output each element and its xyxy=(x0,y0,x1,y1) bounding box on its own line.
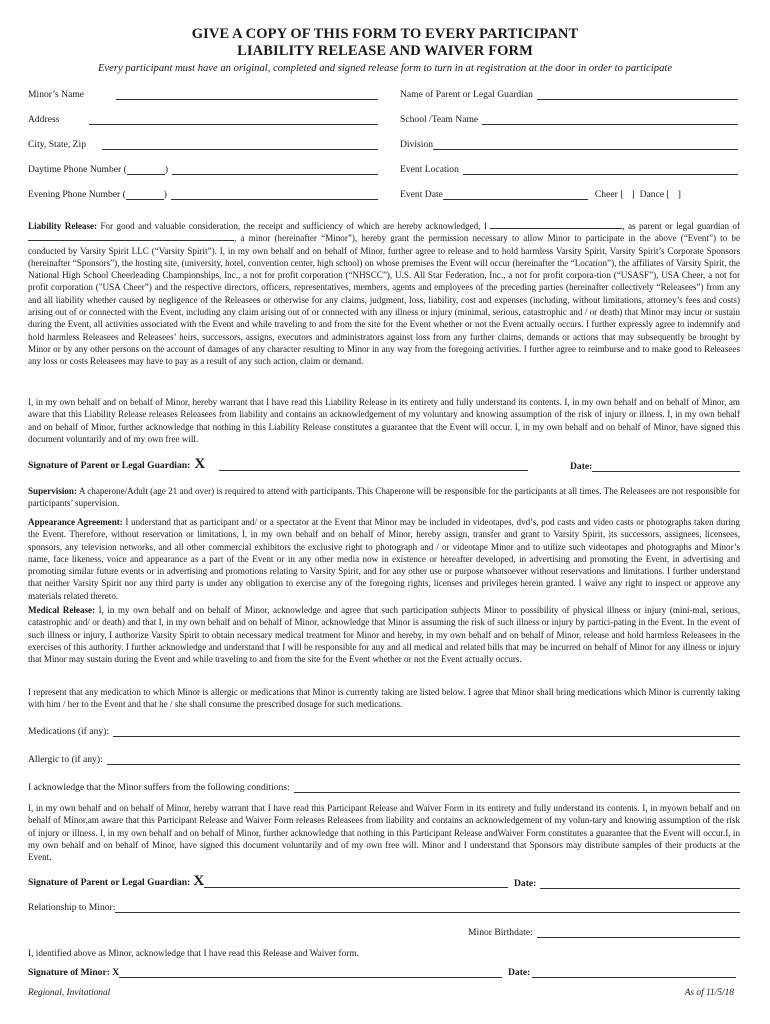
medications-field[interactable] xyxy=(28,726,740,737)
evening-phone-paren: ) xyxy=(163,189,167,200)
relationship-field[interactable] xyxy=(28,902,740,913)
evening-phone-label: Evening Phone Number ( xyxy=(28,189,126,200)
parent-signature-1[interactable] xyxy=(28,457,528,471)
minor-birthdate-field[interactable] xyxy=(468,927,740,938)
event-date-label: Event Date xyxy=(400,189,443,200)
appearance-paragraph: Appearance Agreement: I understand that as participant and/ or a spectator at the Event that Minor may be included in videotapes, dvd’s, pod casts and video casts or photographs taken during the Event. Therefore, without reservation or limitations, I, in my own behalf and on behalf of Minor, hereby assign, transfer and grant to Varsity Spirit, its successors, assignees, licensees, sponsors, any television networks, and all other commercial exhibitors the exclusive right to photograph and / or videotape Minor and to utilize such videotapes and photographs and Minor’s name, face likeness, voice and appearance as a part of the Event or in any other media now in existence or hereafter developed, in advertising and promoting the Event, in advertising and promoting similar future events or in advertising and promotions relating to Varsity Spirit, and for any other use or purpose whatsoever without reservations and limitations. I further understand that neither Varsity Spirit nor any third party is under any obligation to exercise any of the foregoing rights, licenses and privileges herein granted. I waive any right to inspect or approve any materials related thereto. xyxy=(28,517,740,601)
conditions-label: I acknowledge that the Minor suffers from the following conditions: xyxy=(28,782,290,793)
date-label-2: Date: xyxy=(514,878,537,889)
footer-revision-date: As of 11/5/18 xyxy=(684,988,734,998)
supervision-heading: Supervision: xyxy=(28,486,78,496)
parent-name-field[interactable] xyxy=(400,89,738,100)
cheer-checkbox[interactable]: Cheer [ ] xyxy=(594,189,635,200)
minor-acknowledgement: I, identified above as Minor, acknowledge that I have read this Release and Waiver form. xyxy=(28,949,359,959)
school-team-label: School /Team Name xyxy=(400,114,479,125)
liability-release-heading: Liability Release: xyxy=(28,221,98,231)
parent-signature-1-label: Signature of Parent or Legal Guardian: xyxy=(28,460,191,471)
city-state-zip-field[interactable] xyxy=(28,139,378,150)
medical-release-paragraph: Medical Release: I, in my own behalf and on behalf of Minor, acknowledge and agree that such participation subjects Minor to possibility of physical illness or injury (mini-mal, serious, catastrophic and/ or death) and that I, in my own behalf and on behalf of Minor, acknowledge that Minor is assuming the risk of such illness or injury by partici-pating in the Event. In the event of such illness or injury, I authorize Varsity Spirit to obtain necessary medical treatment for Minor and hereby, in my own behalf and on behalf of Minor, release and hold harmless Releasees in the exercises of this authority. I further acknowledge and understand that I will be responsible for any and all medical and related bills that may be incurred on behalf of Minor for any illness or injury that Minor may sustain during the Event and while traveling to and from the site for the Event whether or not the Event actually occurs. xyxy=(28,605,740,665)
parent-signature-2-label: Signature of Parent or Legal Guardian: xyxy=(28,877,191,888)
medication-note-paragraph: I represent that any medication to which Minor is allergic or medications that Minor is currently taking are listed below. I agree that Minor shall bring medications which Minor is currently taking with him / her to the Event and that he / she shall consume the prescribed dosage for such medications. xyxy=(28,687,740,710)
daytime-phone-paren: ) xyxy=(164,164,169,175)
event-date-field[interactable] xyxy=(400,189,700,200)
minor-date[interactable] xyxy=(508,967,736,978)
address-label: Address xyxy=(28,114,60,125)
division-label: Division xyxy=(400,139,434,150)
minor-signature[interactable] xyxy=(28,967,502,978)
signature-x-mark-2: X xyxy=(193,873,205,889)
dance-checkbox[interactable]: Dance [ ] xyxy=(639,189,681,200)
allergies-field[interactable] xyxy=(28,754,740,765)
medications-label: Medications (if any): xyxy=(28,726,109,737)
medical-release-heading: Medical Release: xyxy=(28,605,96,615)
daytime-phone-field[interactable] xyxy=(28,164,378,175)
parent-name-blank[interactable] xyxy=(490,220,622,229)
minor-signature-label: Signature of Minor: X xyxy=(28,967,120,978)
minors-name-label: Minor’s Name xyxy=(28,89,85,100)
conditions-field[interactable] xyxy=(28,782,740,793)
supervision-paragraph: Supervision: A chaperone/Adult (age 21 and over) is required to attend with participants. This Chaperone will be responsible for the participants at all times. The Releasees are not responsible for participants’ supervision. xyxy=(28,486,740,509)
relationship-label: Relationship to Minor: xyxy=(28,902,116,913)
footer-event-type: Regional, Invitational xyxy=(28,988,111,998)
school-team-field[interactable] xyxy=(400,114,738,125)
date-label-1: Date: xyxy=(570,461,593,472)
form-title-line1: GIVE A COPY OF THIS FORM TO EVERY PARTICIPANT xyxy=(191,26,579,42)
address-field[interactable] xyxy=(28,114,378,125)
allergies-label: Allergic to (if any): xyxy=(28,754,103,765)
daytime-phone-label: Daytime Phone Number ( xyxy=(28,164,127,175)
date-label-3: Date: xyxy=(508,967,531,978)
parent-signature-2[interactable] xyxy=(28,874,508,888)
minors-name-field[interactable] xyxy=(28,89,378,100)
signature-x-mark: X xyxy=(194,456,206,472)
appearance-heading: Appearance Agreement: xyxy=(28,517,123,527)
parent-date-1[interactable] xyxy=(570,461,740,472)
form-title-line2: LIABILITY RELEASE AND WAIVER FORM xyxy=(237,43,533,59)
event-location-field[interactable] xyxy=(400,164,738,175)
parent-date-2[interactable] xyxy=(514,878,740,889)
parent-name-label: Name of Parent or Legal Guardian xyxy=(400,89,533,100)
minor-birthdate-label: Minor Birthdate: xyxy=(468,927,533,938)
liability-release-paragraph: Liability Release: For good and valuable consideration, the receipt and sufficiency of which are hereby acknowledged, I , as parent or legal guardian of , a minor (hereinafter “Minor”), hereby grant the permission necessary to allow Minor to participate in the above (“Event”) to be conducted by Varsity Spirit LLC (“Varsity Spirit”). I, in my own behalf and on behalf of Minor, further agree to release and to hold harmless Varsity Spirit, Varsity Spirit’s Corporate Sponsors (hereinafter “Sponsors”), the hosting site, (university, hotel, convention center, high school) on whose premises the Event will occur (hereinafter the “Location”), the affiliates of Varsity Spirit, the National High School Cheerleading Championships, Inc., a not for profit corporation (“NHSCC”), U.S. All Star Federation, Inc., a not for profit corpora-tion (“USASF”), USA Cheer, a not for profit corporation ("USA Cheer”) and the respective directors, officers, representatives, members, agents and employees of the preceding parties (hereinafter collectively “Releasees”) from any and all liability whether caused by negligence of the Releasees or otherwise for any claims, judgment, loss, liability, cost and expenses (including, without limitations, attorney’s fees and costs) arising out of or connected with the Event, including any claim arising out of or connected with any illness or injury (minimal, serious, catastrophic and / or death) that Minor may incur or sustain during the Event, all activities associated with the Event and while traveling to and from the site for the Event whether or not the Event actually occurs. I further expressly agree to indemnify and hold harmless Releasees and Releasees’ heirs, successors, assigns, executors and administrators against loss from any further claims, demands or actions that may subsequently be brought by Minor or by any other persons on the account of damages of any character resulting to Minor in any way from the foregoing activities. I further agree to reimburse and to make good to Releasees any loss or costs Releasees may have to pay as a result of any such action, claim or demand. xyxy=(28,221,740,367)
warranty-paragraph-1: I, in my own behalf and on behalf of Minor, hereby warrant that I have read this Liability Release in its entirety and fully understand its contents. I, in my own behalf and on behalf of Minor, am aware that this Liability Release releases Releasees from liability and contains an acknowledgement of my voluntary and knowing assumption of the risk of injury or illness. I, in my own behalf and on behalf of Minor, further acknowledge that nothing in this Liability Release constitutes a guarantee that the Event will occur. I, in my own behalf and on behalf of Minor, have signed this document voluntarily and of my own free will. xyxy=(28,397,740,444)
division-field[interactable] xyxy=(400,139,738,150)
warranty-paragraph-2: I, in my own behalf and on behalf of Minor, hereby warrant that I have read this Participant Release and Waiver Form in its entirety and fully understand its contents. I, in myown behalf and on behalf of Minor,am aware that this Participant Release and Waiver Form releases Releasees from liability and contains an acknowledgement of my volun-tary and knowing assumption of the risk of injury or illness. I, in my own behalf and on behalf of Minor, further acknowledge that nothing in this Participant Release andWaiver Form constitutes a guarantee that the Event will occur.I, in my own behalf and on behalf of Minor, have signed this document voluntarily and of my own free will. Minor and I understand that Sponsors may distribute samples of their products at the Event. xyxy=(28,803,740,863)
city-state-zip-label: City, State, Zip xyxy=(28,139,87,150)
minor-name-blank[interactable] xyxy=(28,232,234,241)
evening-phone-field[interactable] xyxy=(28,189,378,200)
form-subtitle: Every participant must have an original, completed and signed release form to turn in at registration at the door in order to participate xyxy=(97,63,673,74)
event-location-label: Event Location xyxy=(400,164,459,175)
